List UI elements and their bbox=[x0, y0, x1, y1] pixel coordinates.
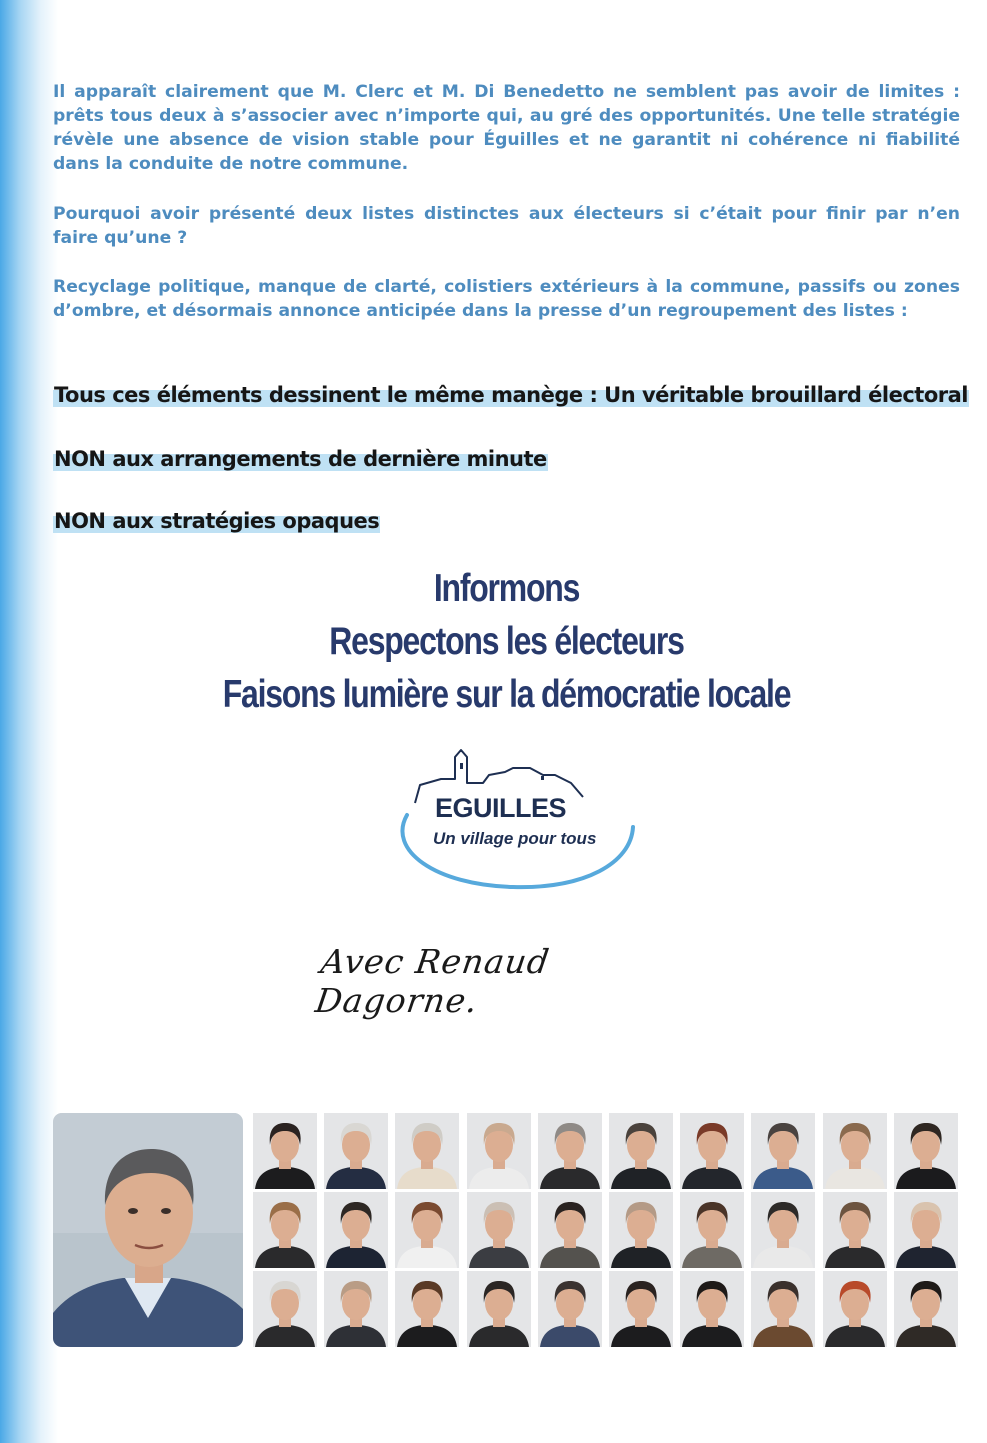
eguilles-logo bbox=[395, 745, 640, 895]
highlight-text: Tous ces éléments dessinent le même manège : Un véritable brouillard électoral bbox=[54, 383, 968, 407]
team-member-portrait bbox=[680, 1113, 744, 1189]
slogan-line: Faisons lumière sur la démocratie locale bbox=[222, 673, 791, 716]
team-member-portrait bbox=[538, 1113, 602, 1189]
team-member-portrait bbox=[823, 1192, 887, 1268]
team-member-portrait bbox=[395, 1113, 459, 1189]
team-member-portrait bbox=[538, 1192, 602, 1268]
team-member-portrait bbox=[324, 1113, 388, 1189]
left-gradient-border bbox=[0, 0, 58, 1443]
leader-portrait bbox=[53, 1113, 243, 1347]
intro-paragraph-1: Il apparaît clairement que M. Clerc et M. Di Benedetto ne semblent pas avoir de limites : prêts tous deux à s’associer avec n’importe qui, au gré des opportunités. Une telle stratégie révèle une absence de vision stable pour Éguilles et ne garantit ni cohérence ni fiabilité dans la conduite de notre commune. bbox=[53, 82, 960, 174]
handwritten-signature: Avec Renaud Dagorne. bbox=[312, 942, 553, 1020]
team-member-portrait bbox=[680, 1271, 744, 1347]
highlight-line-3 bbox=[53, 508, 380, 534]
slogan-line: Informons bbox=[433, 567, 580, 610]
portrait-leader bbox=[53, 1113, 243, 1347]
intro-paragraph-2: Pourquoi avoir présenté deux listes distinctes aux électeurs si c’était pour finir par n’en faire qu’une ? bbox=[53, 204, 960, 248]
team-member-portrait bbox=[751, 1192, 815, 1268]
team-member-portrait bbox=[467, 1192, 531, 1268]
slogan-line: Respectons les électeurs bbox=[329, 620, 684, 663]
team-member-portrait bbox=[395, 1271, 459, 1347]
team-member-portrait bbox=[680, 1192, 744, 1268]
team-member-portrait bbox=[538, 1271, 602, 1347]
logo-title: EGUILLES bbox=[435, 793, 567, 823]
team-member-portrait bbox=[823, 1271, 887, 1347]
team-member-portrait bbox=[395, 1192, 459, 1268]
highlight-line-2 bbox=[53, 446, 548, 472]
team-member-portrait bbox=[609, 1113, 673, 1189]
team-member-portrait bbox=[253, 1192, 317, 1268]
team-member-portrait bbox=[467, 1113, 531, 1189]
team-member-portrait bbox=[751, 1271, 815, 1347]
team-member-portrait bbox=[467, 1271, 531, 1347]
team-member-portrait bbox=[751, 1113, 815, 1189]
team-member-portrait bbox=[324, 1271, 388, 1347]
logo-subtitle: Un village pour tous bbox=[433, 829, 597, 848]
team-member-portrait bbox=[894, 1192, 958, 1268]
team-member-portrait bbox=[894, 1113, 958, 1189]
team-member-portrait bbox=[609, 1271, 673, 1347]
intro-paragraph-3: Recyclage politique, manque de clarté, colistiers extérieurs à la commune, passifs ou zones d’ombre, et désormais annonce anticipée dans la presse d’un regroupement des listes : bbox=[53, 277, 960, 321]
team-member-portrait bbox=[894, 1271, 958, 1347]
team-member-portrait bbox=[609, 1192, 673, 1268]
team-member-portrait bbox=[823, 1113, 887, 1189]
highlight-text: NON aux arrangements de dernière minute bbox=[54, 447, 547, 471]
slogans bbox=[0, 562, 987, 721]
team-member-portrait bbox=[324, 1192, 388, 1268]
team-member-portrait bbox=[253, 1113, 317, 1189]
team-member-portrait bbox=[253, 1271, 317, 1347]
highlight-line-1 bbox=[53, 382, 969, 408]
highlight-text: NON aux stratégies opaques bbox=[54, 509, 380, 533]
